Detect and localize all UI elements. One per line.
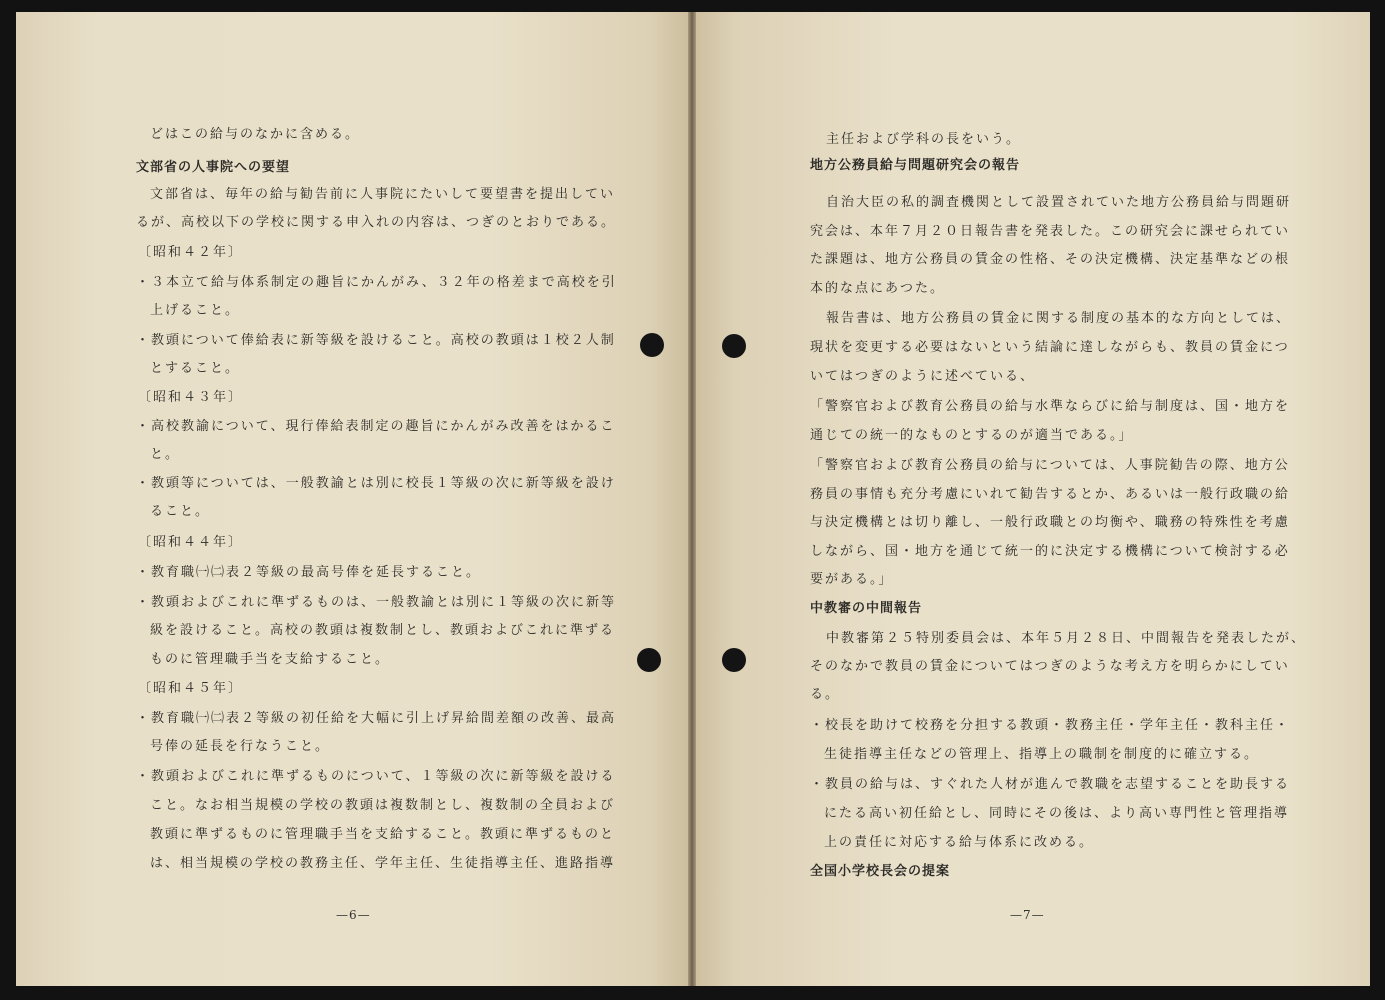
text-line: と。 [150,447,181,462]
section-heading: 文部省の人事院への要望 [136,160,291,175]
text-line: 教頭に準ずるものに管理職手当を支給すること。教頭に準ずるものと [150,827,616,842]
text-line: どはこの給与のなかに含める。 [150,127,361,142]
text-line: 通じての統一的なものとするのが適当である。」 [810,428,1134,443]
text-line: ・高校教諭について、現行俸給表制定の趣旨にかんがみ改善をはかるこ [136,419,616,434]
text-line: いてはつぎのように述べている、 [810,369,1036,384]
text-line: 報告書は、地方公務員の賃金に関する制度の基本的な方向としては、 [826,311,1292,326]
text-line: しながら、国・地方を通じて統一的に決定する機構について検討する必 [810,544,1290,559]
text-line: こと。なお相当規模の学校の教頭は複数制とし、複数制の全員および [150,798,616,813]
text-line: 上の責任に対応する給与体系に改める。 [824,835,1095,850]
text-line: 主任および学科の長をいう。 [826,132,1022,147]
text-line: ものに管理職手当を支給すること。 [150,652,391,667]
text-line: 〔昭和４４年〕 [138,535,244,550]
text-line: 中教審第２５特別委員会は、本年５月２８日、中間報告を発表したが、 [826,631,1307,646]
text-line: るが、高校以下の学校に関する申入れの内容は、つぎのとおりである。 [136,215,617,230]
text-line: 〔昭和４２年〕 [138,245,244,260]
text-line: は、相当規模の学校の教務主任、学年主任、生徒指導主任、進路指導 [150,856,616,871]
text-line: ・３本立て給与体系制定の趣旨にかんがみ、３２年の格差まで高校を引 [136,275,617,290]
text-line: ・教頭およびこれに準ずるものについて、１等級の次に新等級を設ける [136,769,616,784]
text-line: 文部省は、毎年の給与勧告前に人事院にたいして要望書を提出してい [150,187,616,202]
text-line: た課題は、地方公務員の賃金の性格、その決定機構、決定基準などの根 [810,252,1291,267]
text-line: 本的な点にあつた。 [810,281,946,296]
text-line: 自治大臣の私的調査機関として設置されていた地方公務員給与問題研 [826,195,1292,210]
text-line: 「警察官および教育公務員の給与水準ならびに給与制度は、国・地方を [810,399,1291,414]
binding-hole [640,333,664,357]
text-line: 要がある。」 [810,572,894,587]
text-line: ・教頭およびこれに準ずるものは、一般教諭とは別に１等級の次に新等 [136,595,617,610]
text-line: 与決定機構とは切り離し、一般行政職との均衡や、職務の特殊性を考慮 [810,515,1290,530]
binding-hole [637,648,661,672]
binding-hole [722,648,746,672]
text-line: とすること。 [150,361,241,376]
text-line: 生徒指導主任などの管理上、指導上の職制を制度的に確立する。 [824,747,1260,762]
binding-hole [722,334,746,358]
text-line: ・教員の給与は、すぐれた人材が進んで教職を志望することを助長する [810,777,1291,792]
section-heading: 全国小学校長会の提案 [810,864,951,879]
text-line: ること。 [150,504,211,519]
text-line: 号俸の延長を行なうこと。 [150,739,331,754]
text-line: ・教頭等については、一般教諭とは別に校長１等級の次に新等級を設け [136,476,616,491]
text-line: ・校長を助けて校務を分担する教頭・教務主任・学年主任・教科主任・ [810,718,1291,733]
text-line: 〔昭和４５年〕 [138,681,244,696]
text-line: そのなかで教員の賃金についてはつぎのような考え方を明らかにしてい [810,659,1290,674]
text-line: 現状を変更する必要はないという結論に達しながらも、教員の賃金につ [810,340,1290,355]
text-line: 上げること。 [150,303,241,318]
text-line: にたる高い初任給とし、同時にその後は、より高い専門性と管理指導 [824,806,1290,821]
text-line: 務員の事情も充分考慮にいれて勧告するとか、あるいは一般行政職の給 [810,487,1291,502]
text-line: ・教育職㈠㈡表２等級の最高号俸を延長すること。 [136,565,482,580]
section-heading: 地方公務員給与問題研究会の報告 [810,158,1021,173]
text-line: 「警察官および教育公務員の給与については、人事院勧告の際、地方公 [810,458,1290,473]
text-line: 〔昭和４３年〕 [138,390,244,405]
text-line: る。 [810,687,841,702]
text-line: 級を設けること。高校の教頭は複数制とし、教頭およびこれに準ずる [150,623,616,638]
text-line: ・教頭について俸給表に新等級を設けること。高校の教頭は１校２人制 [136,333,616,348]
page-number-left: —6— [336,908,371,922]
section-heading: 中教審の中間報告 [810,601,923,616]
text-line: 究会は、本年７月２０日報告書を発表した。この研究会に課せられてい [810,224,1291,239]
text-line: ・教育職㈠㈡表２等級の初任給を大幅に引上げ昇給間差額の改善、最高 [136,711,617,726]
book-gutter [688,12,696,986]
page-number-right: —7— [1010,908,1045,922]
